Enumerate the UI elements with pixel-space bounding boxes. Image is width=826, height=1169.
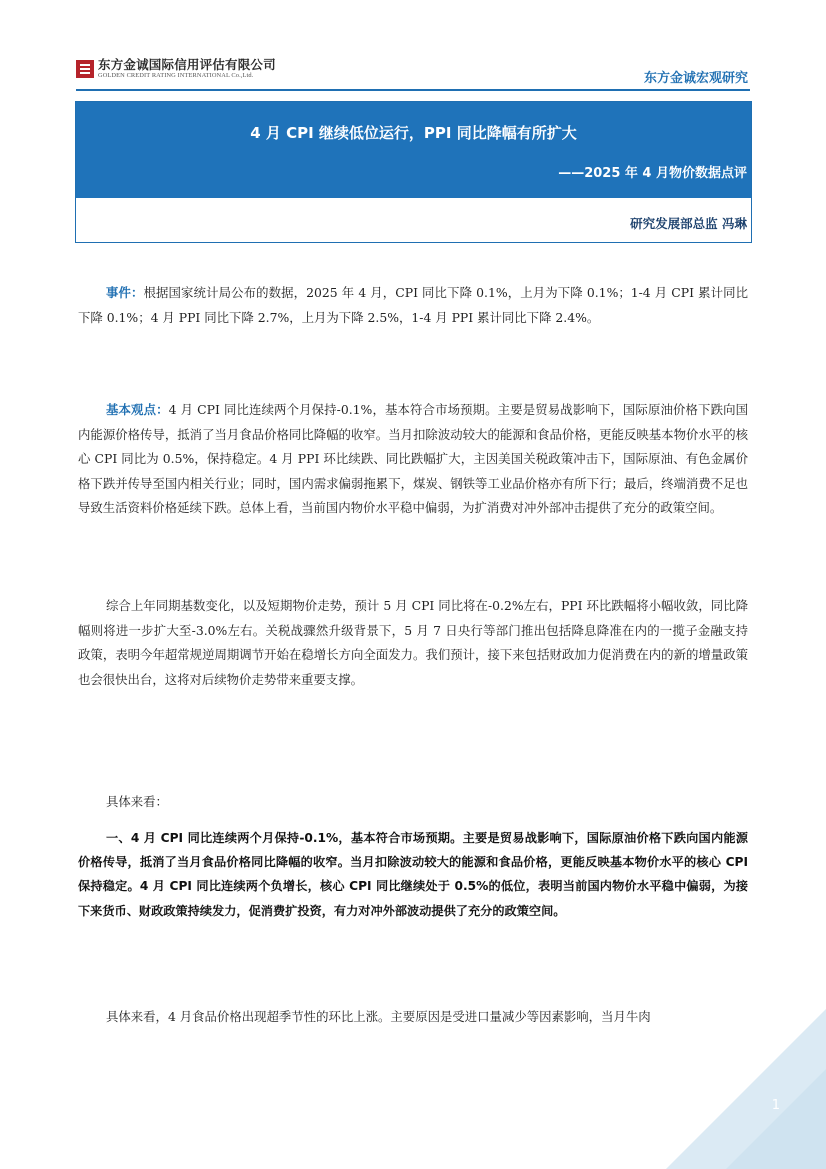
- logo-mark-icon: [76, 60, 94, 78]
- header-divider: [76, 89, 750, 91]
- outlook-paragraph: 综合上年同期基数变化，以及短期物价走势，预计 5 月 CPI 同比将在-0.2%左右，PPI 环比跌幅将小幅收敛，同比降幅则将进一步扩大至-3.0%左右。关税战骤然升级背景下，5 月 7 日央行等部门推出包括降息降准在内的一揽子金融支持政策，表明今年超常规逆周期调节开始在稳增长方向全面发力。我们预计，接下来包括财政加力促消费在内的新的增量政策也会很快出台，这将对后续物价走势带来重要支撑。: [78, 598, 748, 687]
- view-lead: 基本观点：: [106, 402, 169, 417]
- event-text: 根据国家统计局公布的数据，2025 年 4 月，CPI 同比下降 0.1%，上月为下降 0.1%；1-4 月 CPI 累计同比下降 0.1%；4 月 PPI 同比下降 2.7%，上月为下降 2.5%，1-4 月 PPI 累计同比下降 2.4%。: [78, 285, 748, 325]
- view-paragraph: [78, 398, 748, 521]
- detail-intro: 具体来看：: [106, 794, 168, 809]
- company-logo: [76, 58, 276, 86]
- event-paragraph: [78, 281, 748, 330]
- report-subtitle: ——2025 年 4 月物价数据点评: [558, 166, 747, 181]
- title-box: [75, 101, 752, 243]
- corner-decoration-inner: [726, 1069, 826, 1169]
- title-band: [76, 102, 751, 198]
- page-number: 1: [771, 1098, 780, 1113]
- view-text: 4 月 CPI 同比连续两个月保持-0.1%，基本符合市场预期。主要是贸易战影响下，国际原油价格下跌向国内能源价格传导，抵消了当月食品价格同比降幅的收窄。当月扣除波动较大的能源和食品价格，更能反映基本物价水平的核心 CPI 同比为 0.5%，保持稳定。4 月 PPI 环比续跌、同比跌幅扩大，主因美国关税政策冲击下，国际原油、有色金属价格下跌并传导至国内相关行业；同时，国内需求偏弱拖累下，煤炭、钢铁等工业品价格亦有所下行；最后，终端消费不足也导致生活资料价格延续下跌。总体上看，当前国内物价水平稳中偏弱，为扩消费对冲外部冲击提供了充分的政策空间。: [78, 402, 749, 516]
- section-1-heading: 一、4 月 CPI 同比连续两个月保持-0.1%，基本符合市场预期。主要是贸易战影响下，国际原油价格下跌向国内能源价格传导，抵消了当月食品价格同比降幅的收窄。当月扣除波动较大的能源和食品价格，更能反映基本物价水平的核心 CPI 保持稳定。4 月 CPI 同比连续两个负增长，核心 CPI 同比继续处于 0.5%的低位，表明当前国内物价水平稳中偏弱，为接下来货币、财政政策持续发力，促消费扩投资，有力对冲外部波动提供了充分的政策空间。: [78, 831, 748, 918]
- logo-chinese-name: 东方金诚国际信用评估有限公司: [98, 57, 276, 72]
- series-label: 东方金诚宏观研究: [643, 71, 748, 86]
- report-author: 研究发展部总监 冯琳: [630, 216, 747, 231]
- report-title: 4 月 CPI 继续低位运行，PPI 同比降幅有所扩大: [250, 124, 577, 142]
- event-lead: 事件：: [106, 285, 144, 300]
- logo-english-name: GOLDEN CREDIT RATING INTERNATIONAL Co.,Ltd.: [98, 72, 254, 79]
- section-1-text: 具体来看，4 月食品价格出现超季节性的环比上涨。主要原因是受进口量减少等因素影响，当月牛肉: [106, 1009, 651, 1024]
